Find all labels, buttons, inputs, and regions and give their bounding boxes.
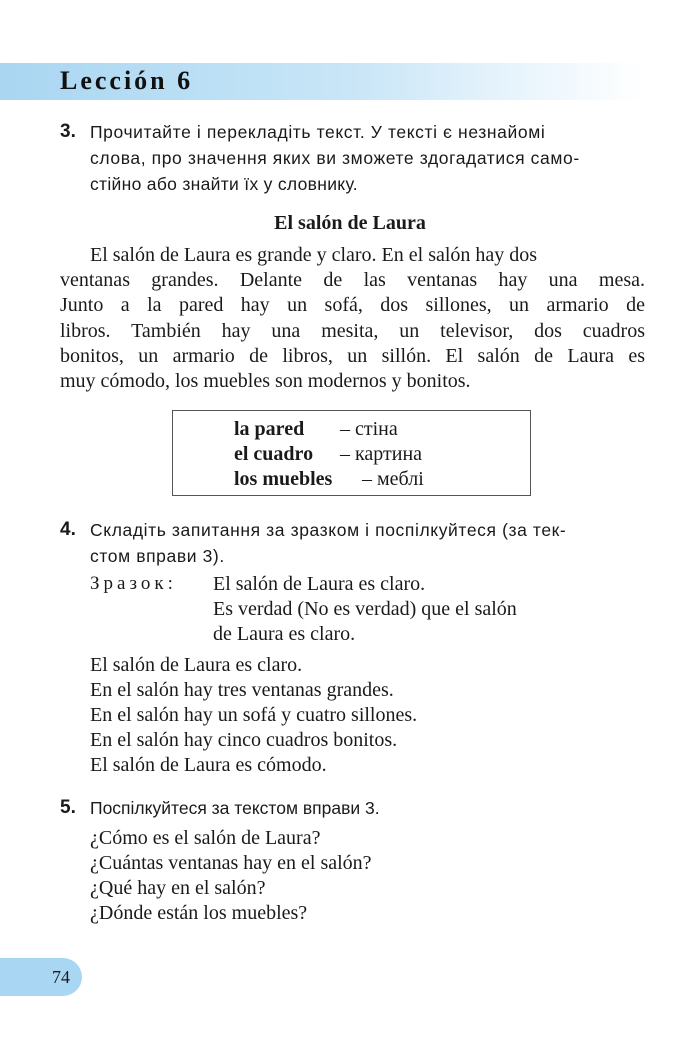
vocab-entry <box>234 417 398 442</box>
vocab-ukrainian: – меблі <box>362 468 424 490</box>
sentence-item: El salón de Laura es cómodo. <box>90 754 327 776</box>
instruction-line: слова, про значення яких ви зможете здогадатися само- <box>90 148 580 168</box>
sample-line: de Laura es claro. <box>213 623 356 645</box>
vocabulary-box <box>172 410 531 496</box>
instruction-line: стійно або знайти їх у словнику. <box>90 174 358 194</box>
reading-line: Junto a la pared hay un sofá, dos sillones, un armario de <box>60 294 645 317</box>
sentence-item: En el salón hay cinco cuadros bonitos. <box>90 729 398 751</box>
vocab-spanish: los muebles <box>234 468 333 490</box>
sample-line: Es verdad (No es verdad) que el salón <box>213 598 517 620</box>
question-item: ¿Cuántas ventanas hay en el salón? <box>90 852 372 874</box>
exercise-4-sentences <box>90 653 417 778</box>
reading-line: El salón de Laura es grande y claro. En el salón hay dos <box>90 244 538 266</box>
reading-title: El salón de Laura <box>274 212 426 234</box>
question-item: ¿Cómo es el salón de Laura? <box>90 827 321 849</box>
question-item: ¿Qué hay en el salón? <box>90 877 266 899</box>
instruction-line: Складіть запитання за зразком і поспілкуйтеся (за тек- <box>90 520 567 540</box>
reading-line: bonitos, un armario de libros, un sillón. El salón de Laura es <box>60 344 645 367</box>
sentence-item: En el salón hay tres ventanas grandes. <box>90 679 394 701</box>
exercise-4-number: 4. <box>60 519 76 540</box>
vocab-ukrainian: – стіна <box>340 418 398 440</box>
instruction-line: Прочитайте і перекладіть текст. У тексті є незнайомі <box>90 122 546 142</box>
vocab-entry <box>234 467 424 492</box>
sample-line: El salón de Laura es claro. <box>213 573 426 595</box>
vocab-ukrainian: – картина <box>340 443 423 465</box>
lesson-title: Lección 6 <box>60 66 194 95</box>
vocab-spanish: el cuadro <box>234 443 314 465</box>
reading-line: muy cómodo, los muebles son modernos y bonitos. <box>60 370 471 393</box>
exercise-4-instruction <box>90 517 645 569</box>
instruction-line: стом вправи 3). <box>90 546 225 566</box>
exercise-3-instruction <box>90 119 645 197</box>
vocab-spanish: la pared <box>234 418 305 440</box>
sentence-item: El salón de Laura es claro. <box>90 654 303 676</box>
question-item: ¿Dónde están los muebles? <box>90 902 308 924</box>
sentence-item: En el salón hay un sofá y cuatro sillones. <box>90 704 418 726</box>
vocab-entry <box>234 442 422 467</box>
sample-label: Зразок: <box>90 573 177 594</box>
page-number: 74 <box>52 967 70 987</box>
exercise-5-instruction: Поспілкуйтеся за текстом вправи 3. <box>90 798 380 818</box>
exercise-5-number: 5. <box>60 797 76 818</box>
reading-text <box>60 243 645 394</box>
sample-text <box>213 572 517 647</box>
exercise-3-number: 3. <box>60 121 76 142</box>
reading-line: libros. También hay una mesita, un televisor, dos cuadros <box>60 319 645 342</box>
reading-line: ventanas grandes. Delante de las ventanas hay una mesa. <box>60 269 645 292</box>
exercise-5-questions <box>90 826 372 926</box>
